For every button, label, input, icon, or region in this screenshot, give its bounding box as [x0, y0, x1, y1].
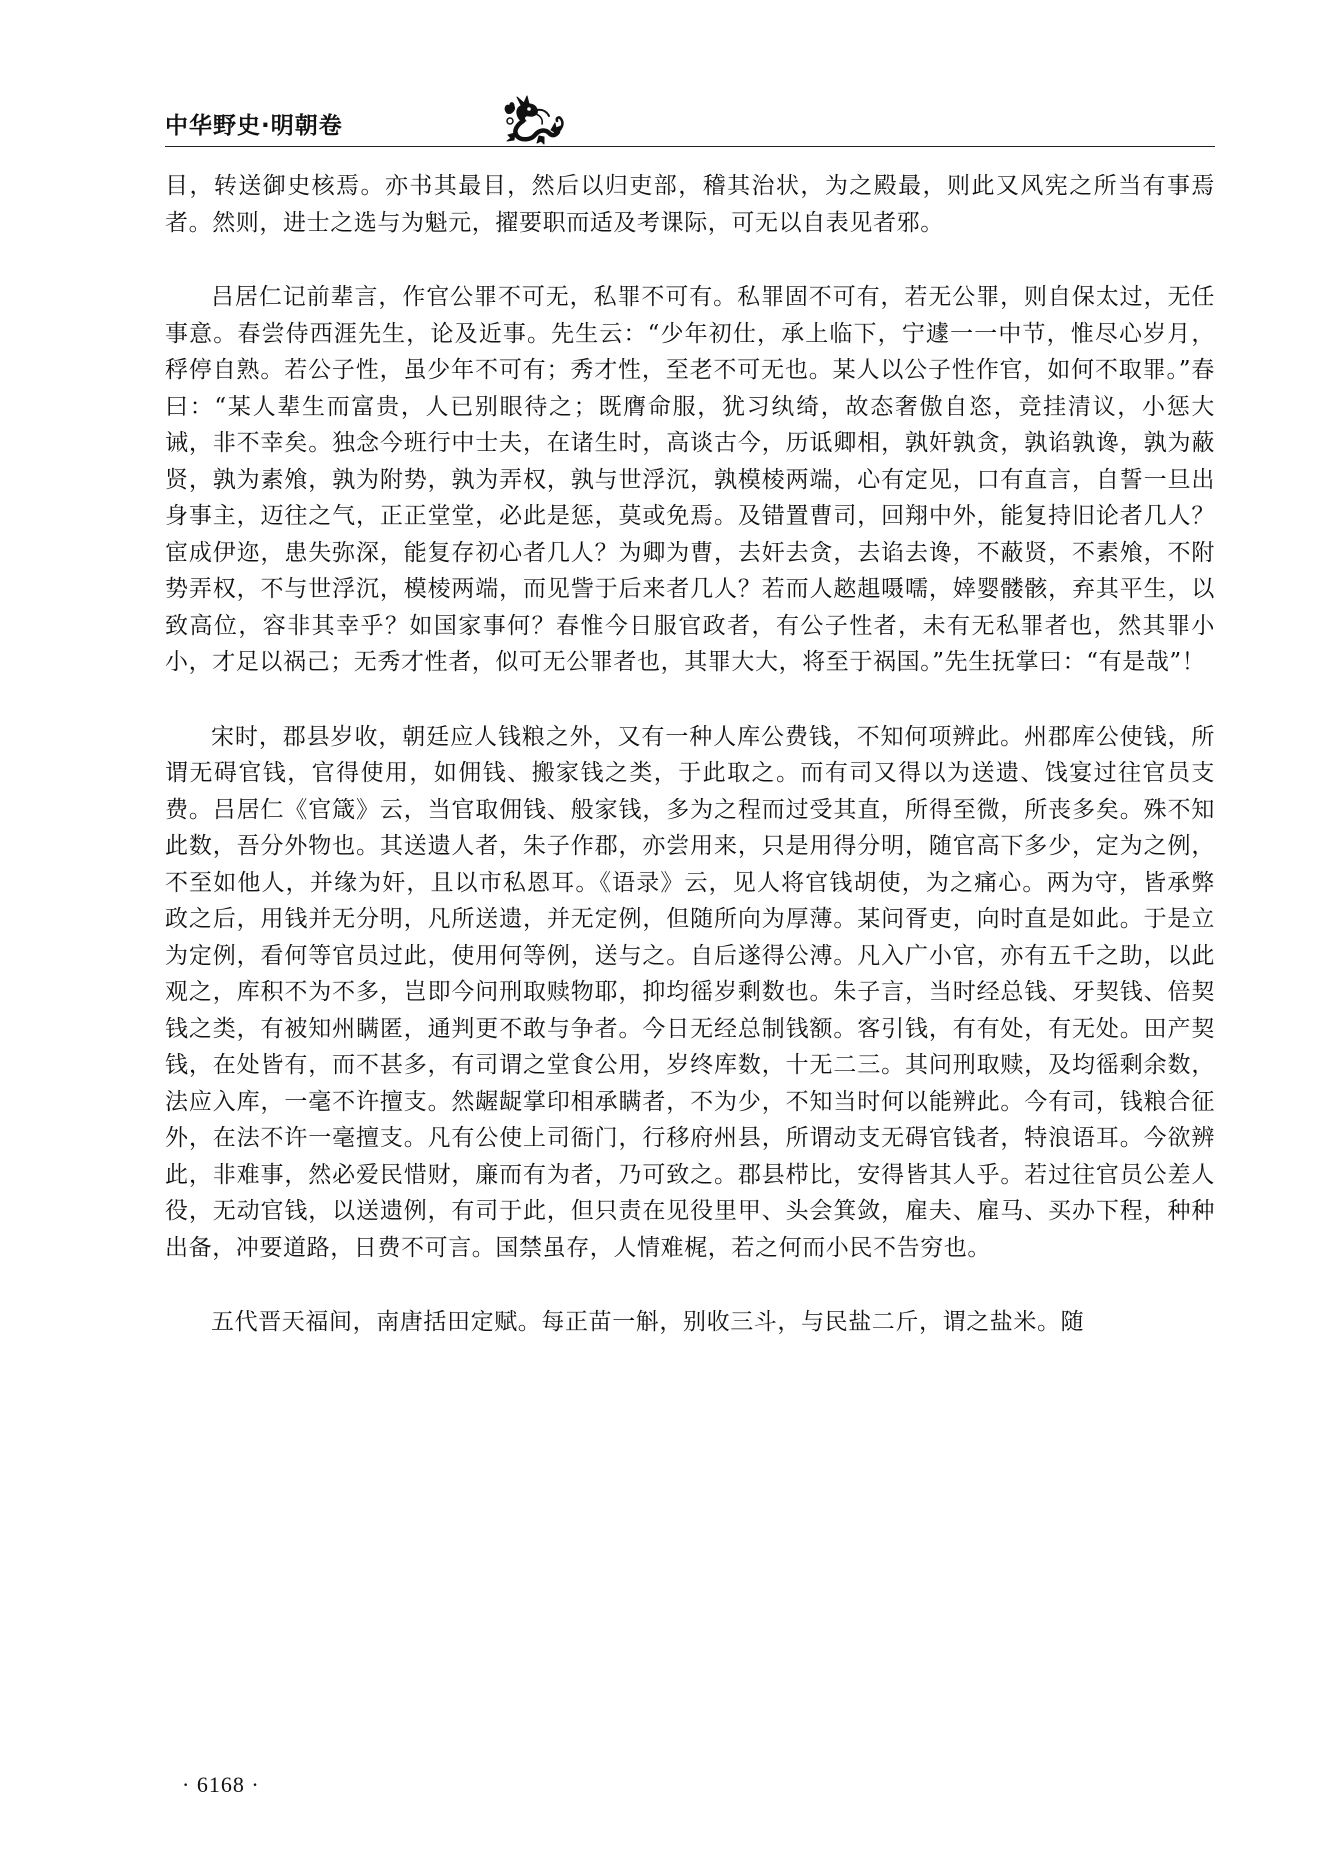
dragon-emblem-icon — [499, 95, 569, 145]
paragraph-continued: 目，转送御史核焉。亦书其最目，然后以归吏部，稽其治状，为之殿最，则此又风宪之所当有事焉者。然则，进士之选与为魁元，擢要职而适及考课际，可无以自表见者邪。 — [165, 173, 1215, 236]
paragraph-gap — [165, 241, 1215, 279]
header-rule — [165, 146, 1215, 147]
dragon-emblem-graphic — [499, 95, 569, 145]
page-number: · 6168 · — [182, 1772, 260, 1797]
book-title: 中华野史·明朝卷 — [165, 113, 343, 139]
main-text — [165, 168, 1215, 1341]
paragraph-lv-juren: 吕居仁记前辈言，作官公罪不可无，私罪不可有。私罪固不可有，若无公罪，则自保太过，无任事意。春尝侍西涯先生，论及近事。先生云：“少年初仕，承上临下，宁遽一一中节，惟尽心岁月，稃停自熟。若公子性，虽少年不可有；秀才性，至老不可无也。某人以公子性作官，如何不取罪。”春曰：“某人辈生而富贵，人已别眼待之；既膺命服，犹习纨绮，故态奢傲自恣，竞挂清议，小惩大诫，非不幸矣。独念今班行中士夫，在诸生时，高谈古今，历诋卿相，孰奸孰贪，孰谄孰谗，孰为蔽贤，孰为素飧，孰为附势，孰为弄权，孰与世浮沉，孰模棱两端，心有定见，口有直言，自誓一旦出身事主，迈往之气，正正堂堂，必此是惩，莫或免焉。及错置曹司，回翔中外，能复持旧论者几人？宦成伊迩，患失弥深，能复存初心者几人？为卿为曹，去奸去贪，去谄去谗，不蔽贤，不素飧，不附势弄权，不与世浮沉，模棱两端，而见訾于后来者几人？若而人趑趄嗫嚅，婞婴髅骸，弃其平生，以致高位，容非其幸乎？如国家事何？春惟今日服官政者，有公子性者，未有无私罪者也，然其罪小小，才足以祸己；无秀才性者，似可无公罪者也，其罪大大，将至于祸国。”先生抚掌曰：“有是哉”！ — [165, 284, 1215, 675]
paragraph-gap — [165, 681, 1215, 719]
paragraph-song-dynasty: 宋时，郡县岁收，朝廷应人钱粮之外，又有一种人库公费钱，不知何项辨此。州郡库公使钱，所谓无碍官钱，官得使用，如佣钱、搬家钱之类，于此取之。而有司又得以为送遗、饯宴过往官员支费。吕居仁《官箴》云，当官取佣钱、般家钱，多为之程而过受其直，所得至微，所丧多矣。殊不知此数，吾分外物也。其送遗人者，朱子作郡，亦尝用来，只是用得分明，随官高下多少，定为之例，不至如他人，并缘为奸，且以市私恩耳。《语录》云，见人将官钱胡使，为之痛心。两为守，皆承弊政之后，用钱并无分明，凡所送遗，并无定例，但随所向为厚薄。某问胥吏，向时直是如此。于是立为定例，看何等官员过此，使用何等例，送与之。自后遂得公溥。凡入广小官，亦有五千之助，以此观之，库积不为不多，岂即今问刑取赎物耶，抑均徭岁剩数也。朱子言，当时经总钱、牙契钱、倍契钱之类，有被知州瞒匿，通判更不敢与争者。今日无经总制钱额。客引钱，有有处，有无处。田产契钱，在处皆有，而不甚多，有司谓之堂食公用，岁终库数，十无二三。其问刑取赎，及均徭剩余数，法应入库，一毫不许擅支。然龌龊掌印相承瞒者，不为少，不知当时何以能辨此。今有司，钱粮合征外，在法不许一毫擅支。凡有公使上司衙门，行移府州县，所谓动支无碍官钱者，特浪语耳。今欲辨此，非难事，然必爱民惜财，廉而有为者，乃可致之。郡县栉比，安得皆其人乎。若过往官员公差人役，无动官钱，以送遗例，有司于此，但只责在见役里甲、头会箕敛，雇夫、雇马、买办下程，种种出备，冲要道路，日费不可言。国禁虽存，人情难梶，若之何而小民不告穷也。 — [165, 723, 1215, 1261]
paragraph-five-dynasties: 五代晋天福间，南唐括田定赋。每正苗一斛，别收三斗，与民盐二斤，谓之盐米。随 — [211, 1309, 1085, 1335]
running-header — [165, 95, 1215, 151]
paragraph-gap — [165, 1266, 1215, 1304]
